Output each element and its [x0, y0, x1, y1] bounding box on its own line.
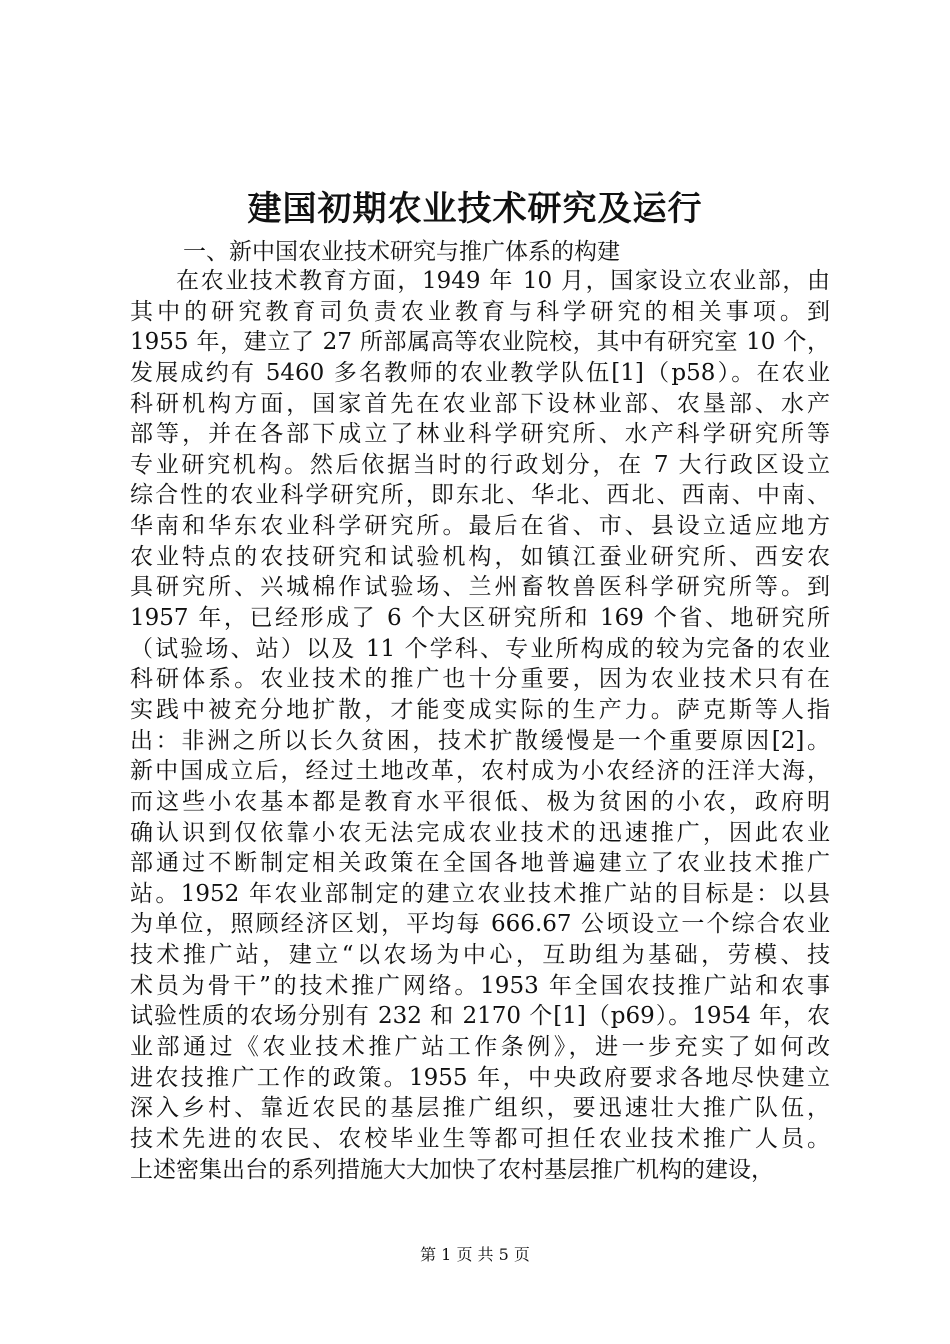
paragraph-line: 深入乡村、靠近农民的基层推广组织，要迅速壮大推广队伍，: [130, 1095, 830, 1122]
paragraph-line: 上述密集出台的系列措施大大加快了农村基层推广机构的建设，: [130, 1156, 774, 1183]
body-paragraph: [130, 266, 830, 1185]
paragraph-line: 科研机构方面，国家首先在农业部下设林业部、农垦部、水产: [130, 390, 830, 417]
page-footer: 第 1 页 共 5 页: [420, 1245, 530, 1264]
paragraph-line: 综合性的农业科学研究所，即东北、华北、西北、西南、中南、: [130, 482, 830, 509]
paragraph-line: （试验场、站）以及 11 个学科、专业所构成的较为完备的农业: [130, 635, 830, 662]
paragraph-line: 站。1952 年农业部制定的建立农业技术推广站的目标是：以县: [130, 880, 830, 907]
paragraph-line: 科研体系。农业技术的推广也十分重要，因为农业技术只有在: [130, 666, 830, 693]
document-title: 建国初期农业技术研究及运行: [247, 189, 703, 229]
paragraph-line: 具研究所、兴城棉作试验场、兰州畜牧兽医科学研究所等。到: [130, 574, 830, 601]
paragraph-line: 1955 年，建立了 27 所部属高等农业院校，其中有研究室 10 个，: [130, 329, 830, 356]
section-heading: 一、新中国农业技术研究与推广体系的构建: [183, 239, 620, 265]
paragraph-line: 出：非洲之所以长久贫困，技术扩散缓慢是一个重要原因[2]。: [130, 727, 830, 754]
paragraph-line: 1957 年，已经形成了 6 个大区研究所和 169 个省、地研究所: [130, 605, 830, 632]
paragraph-line: 实践中被充分地扩散，才能变成实际的生产力。萨克斯等人指: [130, 696, 830, 723]
paragraph-line: 而这些小农基本都是教育水平很低、极为贫困的小农，政府明: [130, 788, 830, 815]
paragraph-line: 技术先进的农民、农校毕业生等都可担任农业技术推广人员。: [130, 1125, 830, 1152]
paragraph-line: 试验性质的农场分别有 232 和 2170 个[1]（p69）。1954 年，农: [130, 1003, 830, 1030]
paragraph-line: 部等，并在各部下成立了林业科学研究所、水产科学研究所等: [130, 421, 830, 448]
paragraph-line: 新中国成立后，经过土地改革，农村成为小农经济的汪洋大海，: [130, 758, 830, 785]
paragraph-line: 农业特点的农技研究和试验机构，如镇江蚕业研究所、西安农: [130, 543, 830, 570]
paragraph-line: 为单位，照顾经济区划，平均每 666.67 公顷设立一个综合农业: [130, 911, 830, 938]
paragraph-line: 业部通过《农业技术推广站工作条例》，进一步充实了如何改: [130, 1034, 830, 1061]
paragraph-line: 在农业技术教育方面，1949 年 10 月，国家设立农业部，由: [176, 268, 830, 294]
paragraph-line: 专业研究机构。然后依据当时的行政划分，在 7 大行政区设立: [130, 451, 830, 478]
paragraph-line: 其中的研究教育司负责农业教育与科学研究的相关事项。到: [130, 298, 830, 325]
paragraph-line: 确认识到仅依靠小农无法完成农业技术的迅速推广，因此农业: [130, 819, 830, 846]
paragraph-line: 发展成约有 5460 多名教师的农业教学队伍[1]（p58）。在农业: [130, 359, 830, 386]
paragraph-line: 华南和华东农业科学研究所。最后在省、市、县设立适应地方: [130, 513, 830, 540]
paragraph-line: 术员为骨干”的技术推广网络。1953 年全国农技推广站和农事: [130, 972, 830, 999]
paragraph-line: 进农技推广工作的政策。1955 年，中央政府要求各地尽快建立: [130, 1064, 830, 1091]
paragraph-line: 技术推广站，建立“以农场为中心，互助组为基础，劳模、技: [130, 942, 830, 969]
paragraph-line: 部通过不断制定相关政策在全国各地普遍建立了农业技术推广: [130, 850, 830, 877]
